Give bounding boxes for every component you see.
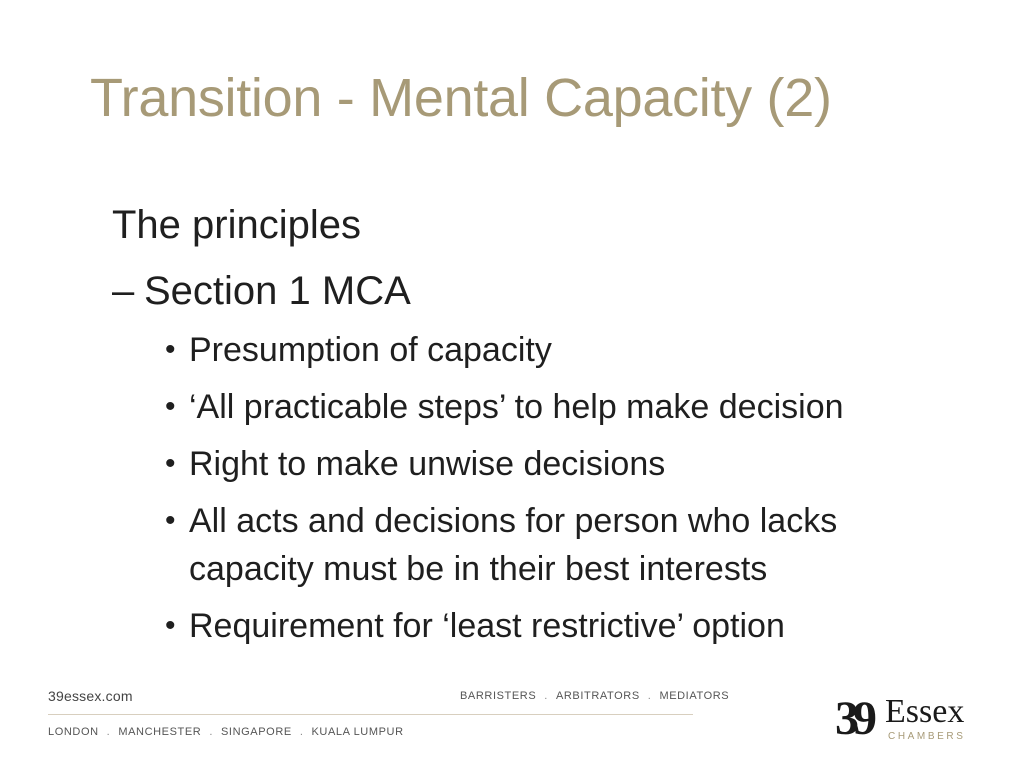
bullet-icon: •: [165, 447, 176, 480]
essex-chambers-logo: [835, 690, 980, 745]
list-item-text: Presumption of capacity: [189, 331, 552, 369]
list-item-text: Requirement for ‘least restrictive’ option: [189, 607, 785, 645]
list-item: [162, 440, 844, 488]
principles-heading: The principles: [112, 203, 362, 247]
bullet-icon: •: [165, 504, 176, 537]
location-label: KUALA LUMPUR: [311, 726, 404, 738]
list-item-text: Right to make unwise decisions: [189, 445, 666, 483]
separator: .: [544, 690, 548, 702]
list-item: [162, 326, 844, 374]
location-label: LONDON: [48, 726, 99, 738]
logo-numeral: 39: [835, 692, 871, 745]
bullet-icon: •: [165, 609, 176, 642]
section-heading-label: Section 1 MCA: [144, 269, 411, 313]
bullet-icon: •: [165, 333, 176, 366]
role-label: ARBITRATORS: [555, 690, 640, 702]
role-label: MEDIATORS: [659, 690, 730, 702]
logo-name: Essex: [885, 693, 965, 730]
list-item-text: ‘All practicable steps’ to help make decision: [189, 388, 844, 426]
website-link[interactable]: 39essex.com: [48, 688, 133, 704]
footer-divider: [48, 714, 693, 715]
separator: .: [299, 726, 304, 738]
section-heading: [112, 264, 411, 318]
principles-list: [162, 326, 844, 659]
separator: .: [209, 726, 213, 738]
list-item: [162, 383, 844, 431]
dash-marker: –: [112, 269, 135, 313]
separator: .: [106, 726, 111, 738]
logo-subtitle: CHAMBERS: [888, 731, 966, 742]
locations-line: [48, 726, 404, 738]
list-item-text-continued: capacity must be in their best interests: [189, 550, 768, 588]
location-label: MANCHESTER: [118, 726, 202, 738]
slide-title: Transition - Mental Capacity (2): [90, 68, 832, 128]
list-item: [162, 602, 844, 650]
location-label: SINGAPORE: [221, 726, 292, 738]
separator: .: [647, 690, 652, 702]
list-item: [162, 497, 844, 593]
list-item-text: All acts and decisions for person who lacks: [189, 502, 838, 540]
roles-line: [460, 690, 729, 702]
bullet-icon: •: [165, 390, 176, 423]
role-label: BARRISTERS: [460, 690, 537, 702]
